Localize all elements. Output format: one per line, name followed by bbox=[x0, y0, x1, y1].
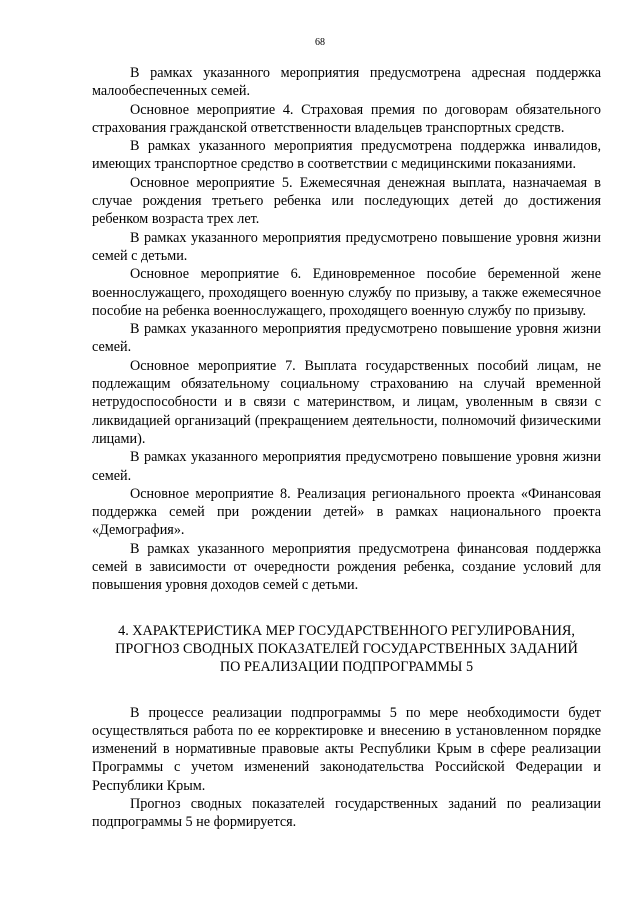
paragraph: В рамках указанного мероприятия предусмотрено повышение уровня жизни семей. bbox=[92, 321, 601, 356]
paragraph: В рамках указанного мероприятия предусмотрено повышение уровня жизни семей. bbox=[92, 449, 601, 484]
paragraph: В рамках указанного мероприятия предусмотрена адресная поддержка малообеспеченных семей. bbox=[92, 65, 601, 100]
paragraph: Основное мероприятие 6. Единовременное пособие беременной жене военнослужащего, проходящего военную службу по призыву, а также ежемесячное пособие на ребенка военнослужащего, проходящего военную службу по призыву. bbox=[92, 266, 601, 319]
section-heading-line: 4. ХАРАКТЕРИСТИКА МЕР ГОСУДАРСТВЕННОГО РЕГУЛИРОВАНИЯ, bbox=[118, 622, 575, 639]
paragraph: Прогноз сводных показателей государственных заданий по реализации подпрограммы 5 не формируется. bbox=[92, 795, 601, 831]
paragraph: В рамках указанного мероприятия предусмотрена финансовая поддержка семей в зависимости от очередности рождения ребенка, создание условий для повышения уровня доходов семей с детьми. bbox=[92, 540, 601, 594]
document-body bbox=[92, 64, 601, 832]
paragraph: В рамках указанного мероприятия предусмотрена поддержка инвалидов, имеющих транспортное средство в соответствии с медицинскими показаниями. bbox=[92, 138, 601, 173]
section-heading-line: ПРОГНОЗ СВОДНЫХ ПОКАЗАТЕЛЕЙ ГОСУДАРСТВЕННЫХ ЗАДАНИЙ bbox=[115, 640, 578, 657]
paragraph: Основное мероприятие 5. Ежемесячная денежная выплата, назначаемая в случае рождения третьего ребенка или последующих детей до достижения ребенком возраста трех лет. bbox=[92, 174, 601, 228]
paragraph: Основное мероприятие 8. Реализация регионального проекта «Финансовая поддержка семей при рождении детей» в рамках национального проекта «Демография». bbox=[92, 485, 601, 539]
section-heading-line: ПО РЕАЛИЗАЦИИ ПОДПРОГРАММЫ 5 bbox=[219, 659, 474, 676]
paragraph: В процессе реализации подпрограммы 5 по мере необходимости будет осуществляться работа по ее корректировке и внесению в установленном порядке изменений в нормативные правовые акты Республики Крым в сфере реализации Программы с учетом изменений законодательства Российской Федерации и Республики Крым. bbox=[92, 704, 601, 794]
page-number: 68 bbox=[315, 37, 325, 48]
paragraph: В рамках указанного мероприятия предусмотрено повышение уровня жизни семей с детьми. bbox=[92, 229, 601, 264]
paragraph: Основное мероприятие 7. Выплата государственных пособий лицам, не подлежащим обязательному социальному страхованию на случай временной нетрудоспособности и в связи с материнством, и лицам, уволенным в связи с ликвидацией организаций (прекращением деятельности, полномочий физическими лицами). bbox=[92, 357, 601, 447]
section-heading bbox=[92, 622, 601, 677]
paragraph: Основное мероприятие 4. Страховая премия по договорам обязательного страхования гражданской ответственности владельцев транспортных средств. bbox=[92, 101, 601, 136]
